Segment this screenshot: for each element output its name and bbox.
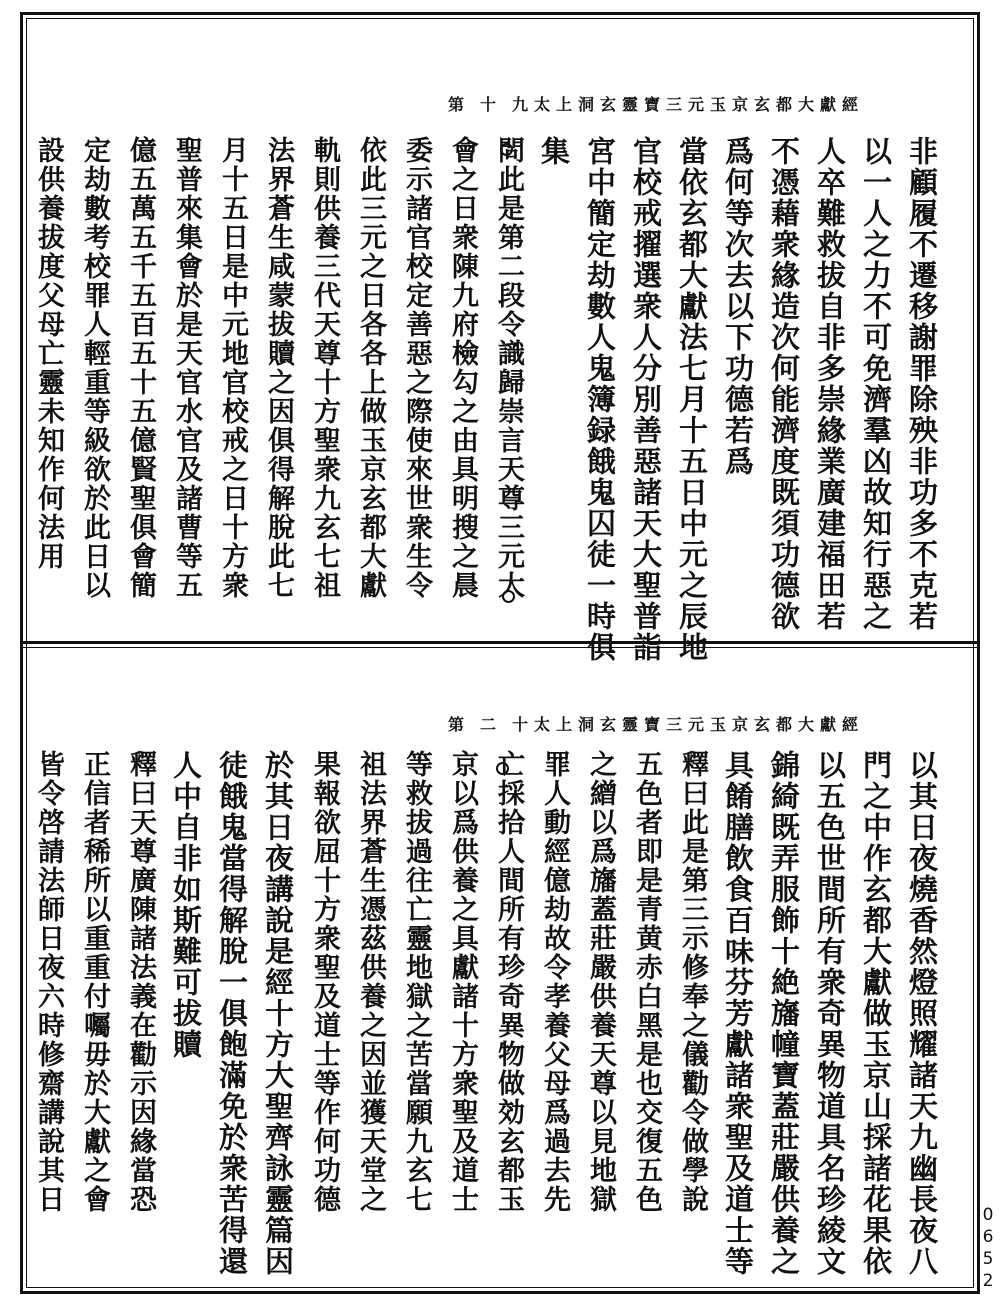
text-column: 億五萬五千五百五十五億賢聖俱會簡 <box>125 136 156 600</box>
bottom-running-header <box>26 712 974 742</box>
text-column: 以一人之力不可免濟羣凶故知行惡之 <box>859 136 893 632</box>
text-column: 五色者即是青黄赤白黑是也交復五色 <box>631 750 662 1214</box>
text-column: 祖法界蒼生憑茲供養之因並獲天堂之 <box>355 750 386 1214</box>
text-column: 等救拔過往亡靈地獄之苦當願九玄七 <box>401 750 432 1214</box>
text-column: 問此是第二段令識歸崇言天尊三元大 <box>493 136 524 600</box>
text-column: 月十五日是中元地官校戒之日十方衆 <box>217 136 248 600</box>
text-column: 軌則供養三代天尊十方聖衆九玄七祖 <box>309 136 340 600</box>
text-column: 官校戒擢選衆人分別善惡諸天大聖普詣 <box>629 136 663 663</box>
text-column: 以五色世間所有衆奇異物道具名珍綾文 <box>813 750 847 1277</box>
text-column: 依此三元之日各各上做玉京玄都大獻 <box>355 136 386 600</box>
top-header-title: 太上洞玄靈寶三元玉京玄都大獻經 <box>533 95 864 114</box>
text-column: 京以爲供養之具獻諸十方衆聖及道士 <box>447 750 478 1214</box>
text-column: 不憑藉衆緣造次何能濟度既須功德欲 <box>767 136 801 632</box>
side-page-number: 0652 <box>978 1205 998 1293</box>
top-running-header <box>26 92 974 122</box>
text-column: 設供養拔度父母亡靈未知作何法用 <box>33 136 64 571</box>
text-column: 委示諸官校定善惡之際使來世衆生令 <box>401 136 432 600</box>
text-column: 非顧履不遷移謝罪除殃非功多不克若 <box>905 136 939 632</box>
text-column: 徒餓鬼當得解脫一俱飽滿免於衆苦得還 <box>215 750 249 1277</box>
bottom-page-panel <box>26 650 974 1290</box>
text-column: 集 <box>537 136 571 167</box>
text-column: 具餚膳飲食百味芬芳獻諸衆聖及道士等 <box>721 750 755 1277</box>
text-column: 釋曰此是第三示修奉之儀勸令做學說 <box>677 750 708 1214</box>
text-column: 聖普來集會於是天官水官及諸曹等五 <box>171 136 202 600</box>
top-page-panel <box>26 18 974 663</box>
text-column: 法界蒼生咸蒙拔贖之因俱得解脫此七 <box>263 136 294 600</box>
text-column: 正信者稀所以重重付囑毋於大獻之會 <box>79 750 110 1214</box>
text-column: 罪人動經億劫故令孝養父母爲過去先 <box>539 750 570 1214</box>
bottom-header-title: 太上洞玄靈寶三元玉京玄都大獻經 <box>533 715 864 734</box>
bottom-text-columns <box>22 750 942 1277</box>
top-header-page: 第十九 <box>447 95 544 114</box>
text-column: 人中自非如斯難可拔贖 <box>169 750 203 1060</box>
text-column: 會之日衆陳九府檢勾之由具明搜之晨 <box>447 136 478 600</box>
text-column: 皆令啓請法師日夜六時修齋講說其日 <box>33 750 64 1214</box>
text-column: 之繒以爲旛蓋莊嚴供養天尊以見地獄 <box>585 750 616 1214</box>
text-column: 定劫數考校罪人輕重等級欲於此日以 <box>79 136 110 600</box>
text-column: 釋曰天尊廣陳諸法義在勸示因緣當恐 <box>125 750 156 1214</box>
text-column: 亡採拾人間所有珍奇異物做効玄都玉 <box>493 750 524 1214</box>
text-column: 人卒難救拔自非多崇緣業廣建福田若 <box>813 136 847 632</box>
text-column: 當依玄都大獻法七月十五日中元之辰地 <box>675 136 709 663</box>
text-column: 錦綺既弄服飾十絶旛幢寶蓋莊嚴供養之 <box>767 750 801 1277</box>
top-text-columns <box>22 136 942 663</box>
bottom-header-page: 第二十 <box>447 715 544 734</box>
text-column: 於其日夜講說是經十方大聖齊詠靈篇因 <box>261 750 295 1277</box>
text-column: 爲何等次去以下功德若爲 <box>721 136 755 477</box>
text-column: 門之中作玄都大獻做玉京山採諸花果依 <box>859 750 893 1277</box>
text-column: 宮中簡定劫數人鬼簿録餓鬼囚徒一時俱 <box>583 136 617 663</box>
text-column: 果報欲屈十方衆聖及道士等作何功德 <box>309 750 340 1214</box>
text-column: 以其日夜燒香然燈照耀諸天九幽長夜八 <box>905 750 939 1277</box>
